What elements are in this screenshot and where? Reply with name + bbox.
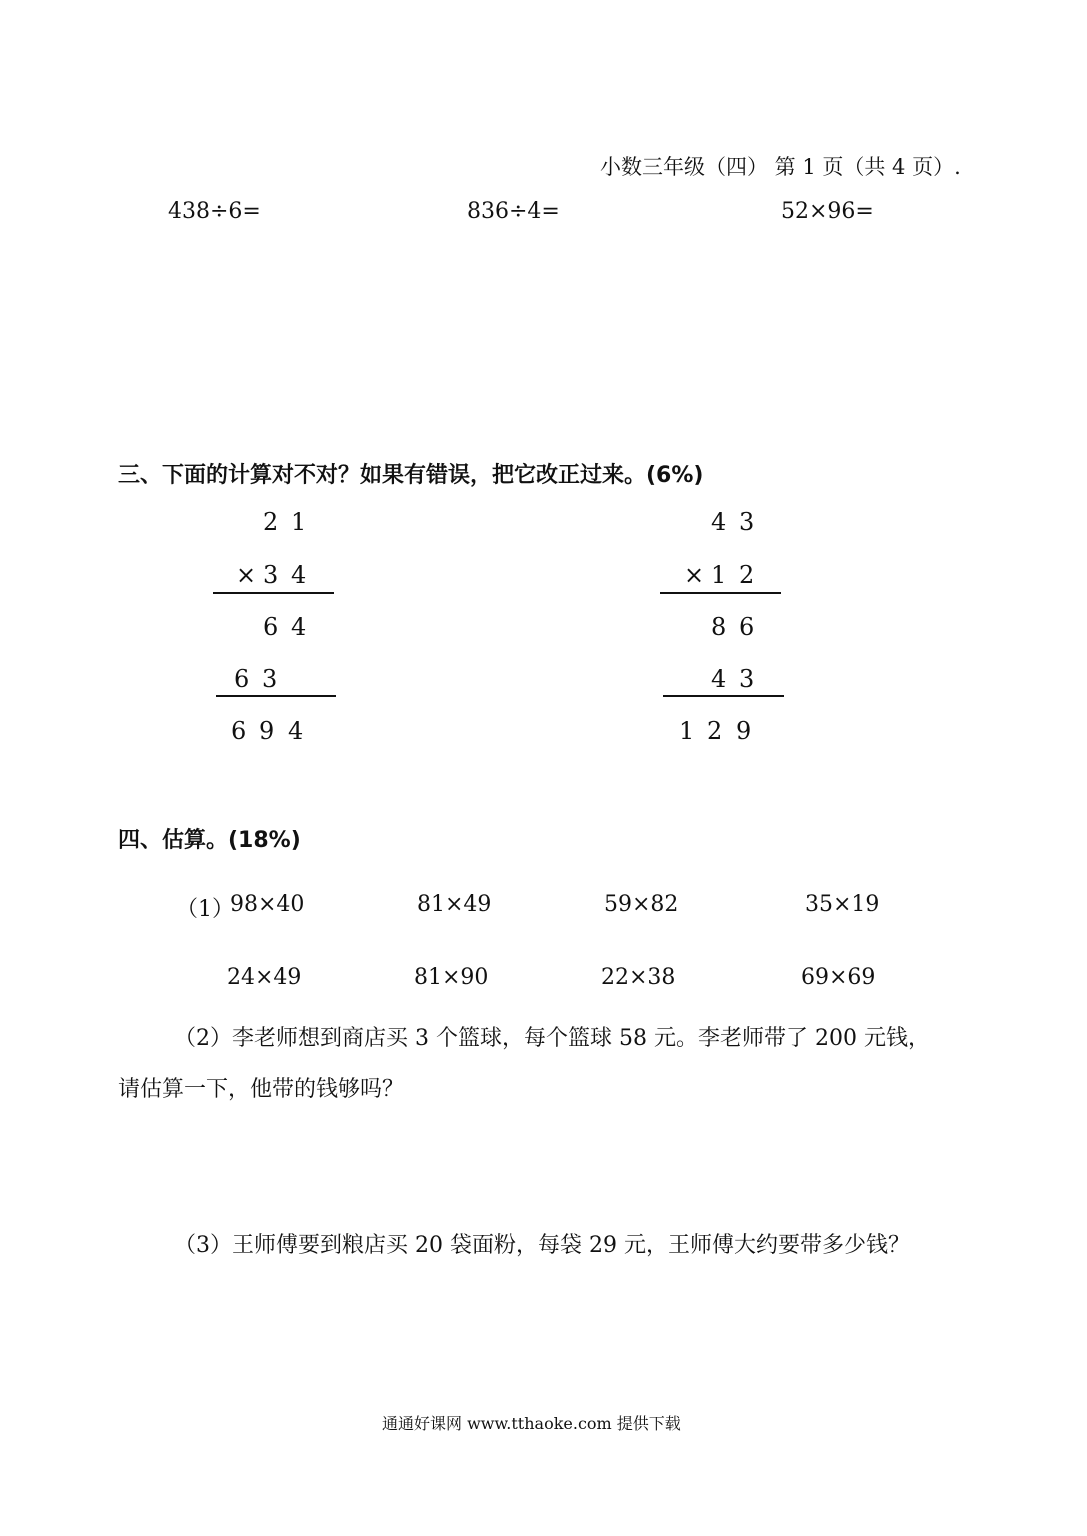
- calc-b-rule-2: [663, 695, 784, 697]
- calc-a-times-sign: ×: [236, 561, 257, 589]
- calc-b-rule-1: [660, 592, 781, 594]
- calc-a-digit: 6: [234, 665, 250, 693]
- question-1-label: （1）: [176, 897, 234, 922]
- calc-a-rule-2: [216, 695, 336, 697]
- calc-b-times-sign: ×: [684, 561, 705, 589]
- calc-a-digit: 6: [263, 613, 279, 641]
- question-2-line-2: 请估算一下，他带的钱够吗？: [118, 1077, 405, 1102]
- calc-b-digit: 1: [711, 561, 727, 589]
- estimate-item: 81×90: [414, 965, 489, 990]
- calc-a-digit: 4: [291, 613, 307, 641]
- calc-b-digit: 2: [739, 561, 755, 589]
- calc-a-digit: 4: [288, 717, 304, 745]
- calc-a-digit: 2: [263, 508, 279, 536]
- question-2-line-1: （2）李老师想到商店买 3 个篮球，每个篮球 58 元。李老师带了 200 元钱，: [174, 1026, 930, 1051]
- calc-a-rule-1: [213, 592, 334, 594]
- calc-a-digit: 3: [262, 665, 278, 693]
- calc-a-digit: 6: [231, 717, 247, 745]
- calc-b-digit: 4: [711, 665, 727, 693]
- calc-b-digit: 1: [679, 717, 695, 745]
- estimate-item: 24×49: [227, 965, 302, 990]
- calc-a-digit: 1: [291, 508, 307, 536]
- estimate-item: 59×82: [604, 892, 679, 917]
- calc-b-digit: 4: [711, 508, 727, 536]
- page-footer: 通通好课网 www.tthaoke.com 提供下载: [382, 1414, 681, 1433]
- estimate-item: 81×49: [417, 892, 492, 917]
- calc-a-digit: 9: [259, 717, 275, 745]
- calc-b-digit: 8: [711, 613, 727, 641]
- problem-438-div-6: 438÷6=: [168, 199, 261, 224]
- estimate-item: 22×38: [601, 965, 676, 990]
- calc-b-digit: 9: [736, 717, 752, 745]
- section-3-title: 三、下面的计算对不对？如果有错误，把它改正过来。(6%): [118, 463, 704, 488]
- calc-b-digit: 2: [707, 717, 723, 745]
- calc-b-digit: 6: [739, 613, 755, 641]
- calc-b-digit: 3: [739, 508, 755, 536]
- estimate-item: 98×40: [230, 892, 305, 917]
- calc-a-digit: 4: [291, 561, 307, 589]
- page-header: 小数三年级（四） 第 1 页（共 4 页）.: [600, 155, 961, 179]
- section-4-title: 四、估算。(18%): [118, 828, 301, 853]
- problem-836-div-4: 836÷4=: [467, 199, 560, 224]
- problem-52-times-96: 52×96=: [781, 199, 874, 224]
- calc-a-digit: 3: [263, 561, 279, 589]
- estimate-item: 69×69: [801, 965, 876, 990]
- calc-b-digit: 3: [739, 665, 755, 693]
- estimate-item: 35×19: [805, 892, 880, 917]
- question-3: （3）王师傅要到粮店买 20 袋面粉，每袋 29 元，王师傅大约要带多少钱？: [174, 1233, 910, 1258]
